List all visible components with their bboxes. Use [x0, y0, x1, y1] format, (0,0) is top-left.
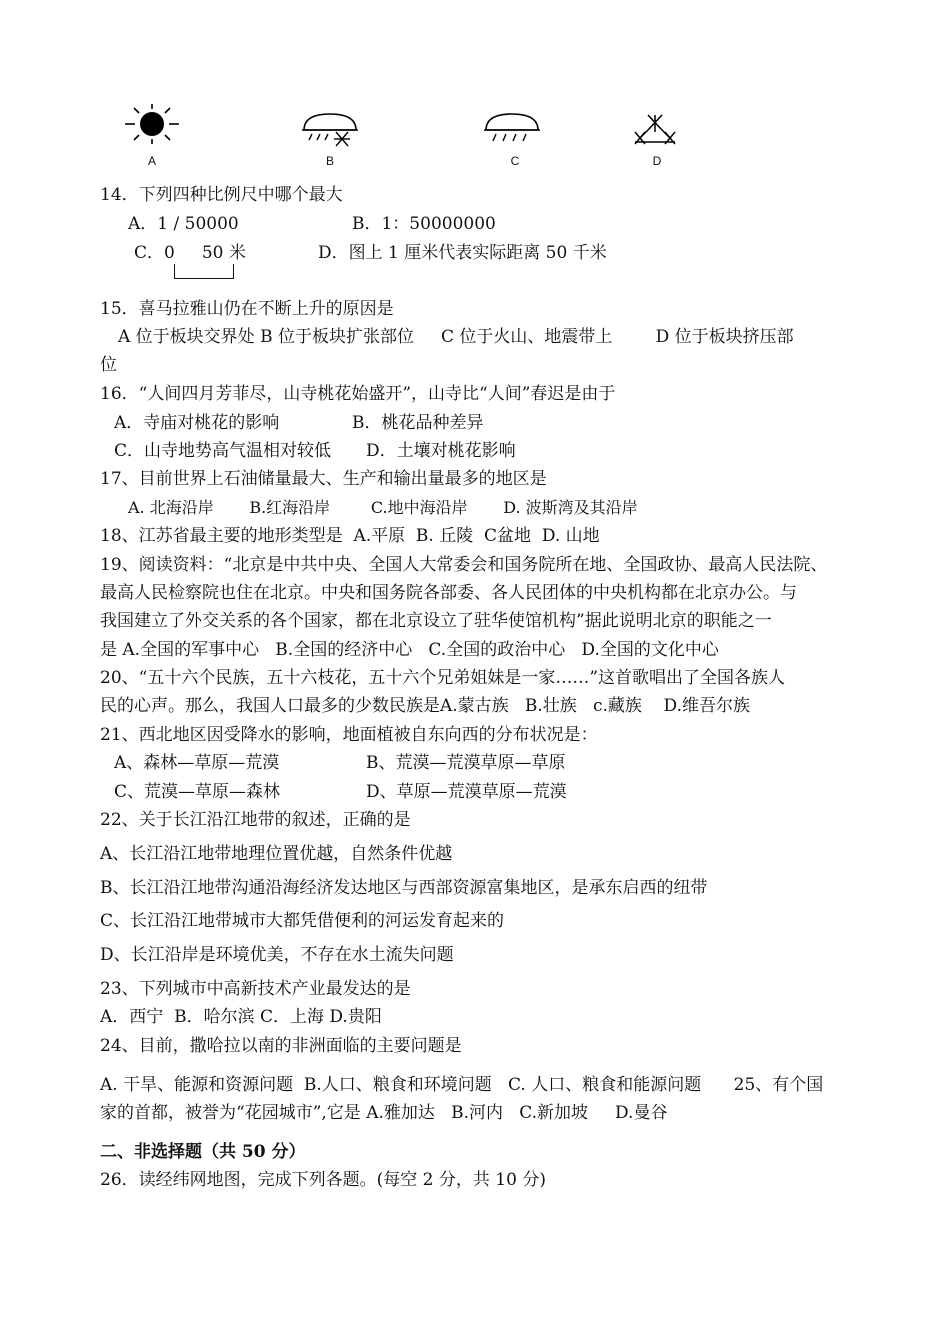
question-19-line-3: 我国建立了外交关系的各个国家，都在北京设立了驻华使馆机构”据此说明北京的职能之一 — [100, 611, 772, 631]
question-19-line-1: 19、阅读资料：“北京是中共中央、全国人大常委会和国务院所在地、全国政协、最高人民法院、 — [100, 555, 828, 575]
question-25: 家的首都，被誉为“花园城市”,它是 A.雅加达 B.河内 C.新加坡 D.曼谷 — [100, 1103, 668, 1123]
question-16-option-b: B．桃花品种差异 — [352, 413, 484, 433]
question-15-options-wrap: 位 — [100, 355, 117, 375]
weather-option-b-label: B — [325, 154, 334, 168]
weather-option-d-label: D — [652, 154, 662, 168]
question-17-options: A. 北海沿岸 B.红海沿岸 C.地中海沿岸 D. 波斯湾及其沿岸 — [128, 498, 638, 517]
question-20-line-2: 民的心声。那么，我国人口最多的少数民族是A.蒙古族 B.壮族 c.藏族 D.维吾尔族 — [100, 696, 750, 716]
question-14-option-a: A．1 / 50000 — [128, 214, 239, 234]
sun-icon — [122, 102, 182, 152]
question-16-option-a: A．寺庙对桃花的影响 — [114, 413, 280, 433]
weather-option-a-label: A — [147, 154, 156, 168]
question-22: 22、关于长江沿江地带的叙述，正确的是 — [100, 810, 411, 830]
question-22-option-c: C、长江沿江地带城市大都凭借便利的河运发育起来的 — [100, 911, 505, 931]
question-19-line-4: 是 A.全国的军事中心 B.全国的经济中心 C.全国的政治中心 D.全国的文化中心 — [100, 640, 719, 660]
question-24-options: A. 干旱、能源和资源问题 B.人口、粮食和环境问题 C. 人口、粮食和能源问题 25、有个国 — [100, 1075, 824, 1095]
weather-option-c-label: C — [510, 154, 520, 168]
question-21-option-b: B、荒漠—荒漠草原—草原 — [366, 753, 566, 773]
question-14-option-b: B．1：50000000 — [352, 214, 496, 234]
question-22-option-a: A、长江沿江地带地理位置优越，自然条件优越 — [100, 844, 453, 864]
rain-icon — [482, 110, 544, 150]
question-24: 24、目前，撒哈拉以南的非洲面临的主要问题是 — [100, 1036, 462, 1056]
question-22-option-b: B、长江沿江地带沟通沿海经济发达地区与西部资源富集地区，是承东启西的纽带 — [100, 878, 708, 898]
question-14: 14．下列四种比例尺中哪个最大 — [100, 185, 343, 205]
question-21-option-c: C、荒漠—草原—森林 — [114, 782, 281, 802]
question-16-option-c: C．山寺地势高气温相对较低 — [114, 441, 332, 461]
section-heading: 二、非选择题（共 50 分） — [100, 1142, 306, 1162]
question-22-option-d: D、长江沿岸是环境优美，不存在水土流失问题 — [100, 945, 454, 965]
rain-snow-icon — [300, 110, 362, 152]
question-14-option-d: D．图上 1 厘米代表实际距离 50 千米 — [318, 243, 607, 263]
question-15-options: A 位于板块交界处 B 位于板块扩张部位 C 位于火山、地震带上 D 位于板块挤压部 — [118, 327, 794, 347]
question-21: 21、西北地区因受降水的影响，地面植被自东向西的分布状况是： — [100, 725, 598, 745]
question-21-option-a: A、森林—草原—荒漠 — [114, 753, 280, 773]
question-23: 23、下列城市中高新技术产业最发达的是 — [100, 979, 411, 999]
question-19-line-2: 最高人民检察院也住在北京。中央和国务院各部委、各人民团体的中央机构都在北京办公。与 — [100, 583, 797, 603]
question-15: 15．喜马拉雅山仍在不断上升的原因是 — [100, 299, 394, 319]
snowflake-icon — [630, 110, 680, 154]
scale-bar-bracket — [174, 264, 234, 279]
question-21-option-d: D、草原—荒漠草原—荒漠 — [366, 782, 567, 802]
question-16: 16．“人间四月芳菲尽，山寺桃花始盛开”，山寺比“人间”春迟是由于 — [100, 384, 616, 404]
question-17: 17、目前世界上石油储量最大、生产和输出量最多的地区是 — [100, 469, 547, 489]
question-16-option-d: D．土壤对桃花影响 — [366, 441, 516, 461]
question-18: 18、江苏省最主要的地形类型是 A.平原 B. 丘陵 C盆地 D. 山地 — [100, 526, 600, 546]
question-14-option-c: C．0 50 米 — [134, 243, 246, 263]
question-26: 26．读经纬网地图，完成下列各题。(每空 2 分，共 10 分) — [100, 1170, 546, 1190]
question-23-options: A．西宁 B．哈尔滨 C．上海 D.贵阳 — [100, 1007, 382, 1027]
question-20-line-1: 20、“五十六个民族，五十六枝花，五十六个兄弟姐妹是一家……”这首歌唱出了全国各族人 — [100, 668, 786, 688]
